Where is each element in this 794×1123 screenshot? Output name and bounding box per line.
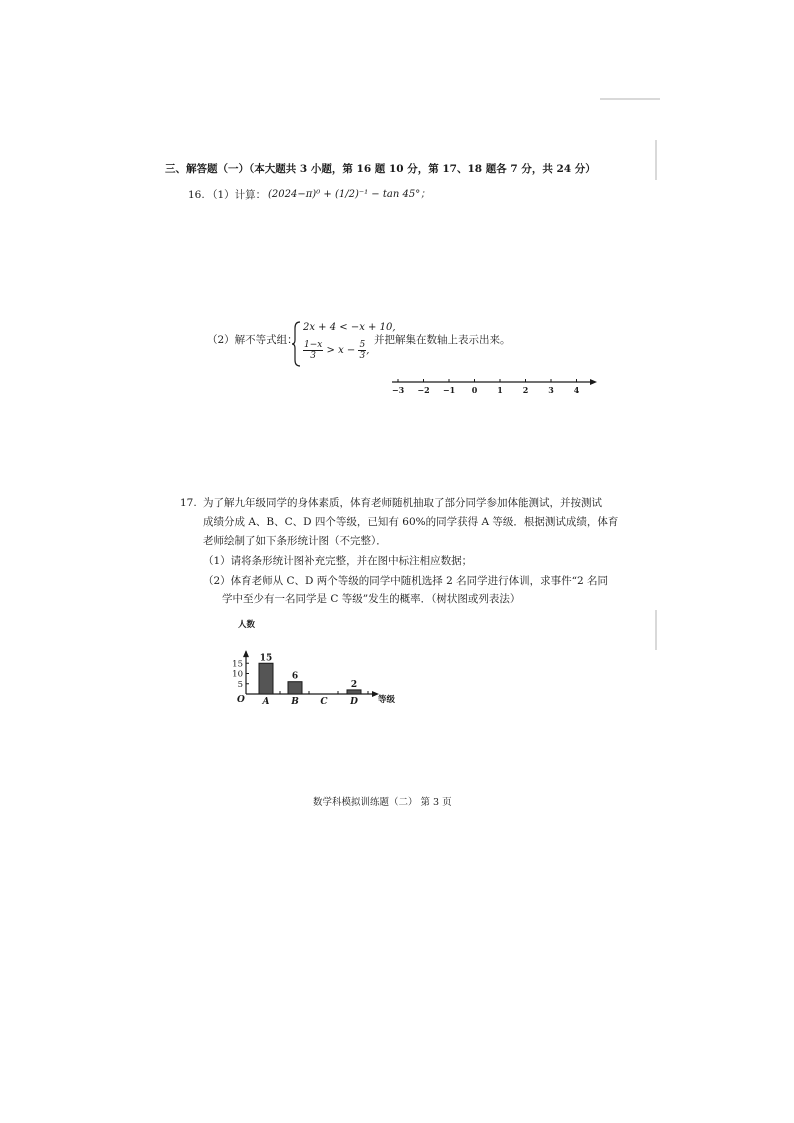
q16-part2-tail: 并把解集在数轴上表示出来。	[374, 334, 511, 346]
category-label: B	[291, 697, 299, 707]
ineq2-left-fraction: $\frac{1-x}{3}$	[304, 340, 323, 361]
y-tick-label: 10	[232, 669, 243, 680]
number-line	[390, 372, 605, 398]
q17-sub1: （1）请将条形统计图补充完整，并在图中标注相应数据；	[203, 555, 473, 567]
scan-edge-right-lower	[655, 610, 657, 650]
data-label-D: 2	[350, 679, 358, 690]
q17-para-line1: 为了解九年级同学的身体素质，体育老师随机抽取了部分同学参加体能测试，并按测试	[203, 497, 602, 509]
q17-number: 17.	[180, 497, 197, 509]
number-line-tick-label: 4	[573, 385, 580, 395]
q17-sub2-line2: 学中至少有一名同学是 C 等级”发生的概率．（树状图或列表法）	[222, 593, 521, 605]
inequality-2: $\frac{1-x}{3}$ > x − $\frac{5}{3}$ ,	[304, 340, 370, 361]
q17-sub2-line1: （2）体育老师从 C、D 两个等级的同学中随机选择 2 名同学进行体训，求事件“2 名同	[203, 575, 609, 587]
number-line-tick-label: −1	[442, 385, 456, 395]
number-line-tick-label: −3	[391, 385, 405, 395]
number-line-tick-label: 3	[548, 385, 554, 395]
data-label-A: 15	[259, 653, 273, 664]
number-line-arrow	[590, 379, 597, 385]
y-axis-arrow	[243, 650, 249, 657]
bar-chart	[226, 618, 406, 710]
page-footer: 数学科模拟训练题（二） 第 3 页	[313, 797, 452, 808]
bar-D	[347, 690, 361, 694]
ineq2-right-fraction: $\frac{5}{3}$	[359, 340, 366, 361]
number-line-tick-label: −2	[417, 385, 430, 395]
q17-para-line2: 成绩分成 A、B、C、D 四个等级，已知有 60%的同学获得 A 等级．根据测试成绩，体育	[203, 516, 619, 528]
scan-edge-top	[600, 98, 660, 100]
scan-edge-right	[655, 140, 657, 180]
inequality-1: 2x + 4 < −x + 10,	[303, 322, 396, 333]
x-axis-label: 等级	[378, 695, 396, 705]
data-label-B: 6	[291, 671, 299, 682]
number-line-tick-label: 0	[471, 385, 478, 395]
system-brace	[292, 320, 302, 368]
section-heading: 三、解答题（一）（本大题共 3 小题，第 16 题 10 分，第 17、18 题各 7 分，共 24 分）	[165, 163, 596, 175]
category-label: C	[320, 697, 328, 707]
y-tick-label: 5	[237, 679, 243, 690]
q16-number: 16.	[188, 189, 205, 201]
q16-part2-label: （2）解不等式组：	[207, 334, 298, 346]
exam-page	[160, 100, 650, 835]
q16-part1-label: （1）计算：	[207, 189, 267, 201]
y-tick-label: 15	[232, 659, 243, 670]
bar-B	[288, 682, 302, 694]
category-label: D	[350, 697, 358, 707]
number-line-tick-label: 2	[522, 385, 529, 395]
category-label: A	[262, 697, 270, 707]
origin-label: O	[237, 695, 245, 705]
q17-para-line3: 老师绘制了如下条形统计图（不完整）．	[203, 535, 387, 547]
y-axis-label: 人数	[238, 620, 256, 630]
number-line-tick-label: 1	[497, 385, 503, 395]
bar-A	[259, 663, 273, 694]
q16-part1-expression: (2024−π)⁰ + (1/2)⁻¹ − tan 45°；	[268, 189, 431, 200]
